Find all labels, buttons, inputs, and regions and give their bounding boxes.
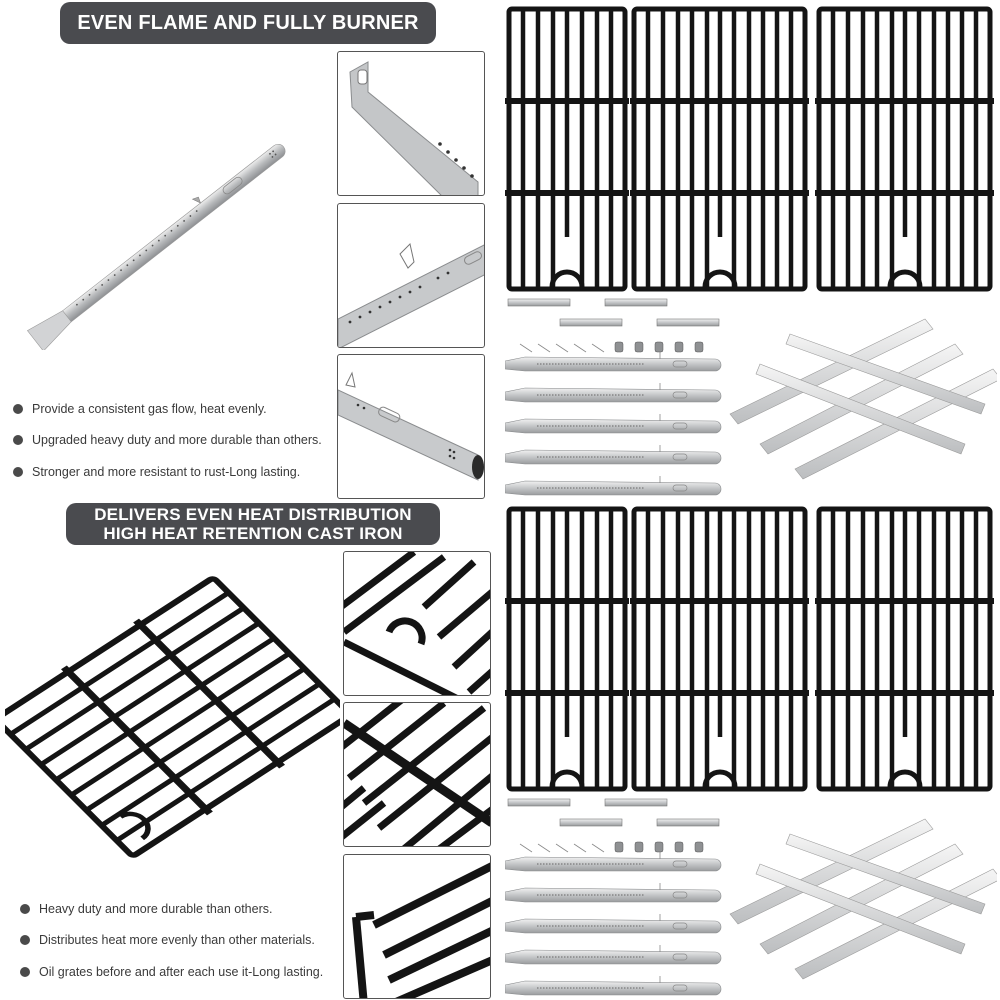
burner-closeup-end — [337, 354, 485, 499]
bullet-icon — [20, 935, 30, 945]
burner-tube-image — [10, 125, 325, 350]
burner-closeup-clip — [337, 203, 485, 348]
feature-text: Distributes heat more evenly than other materials. — [39, 933, 315, 948]
grate-feature-item — [20, 925, 323, 957]
grate-section-title — [66, 503, 440, 545]
feature-text: Heavy duty and more durable than others. — [39, 901, 273, 916]
burner-closeup-bracket — [337, 51, 485, 196]
bullet-icon — [20, 904, 30, 914]
bullet-icon — [20, 967, 30, 977]
bullet-icon — [13, 404, 23, 414]
feature-text: Oil grates before and after each use it-Long lasting. — [39, 964, 324, 979]
burner-feature-item — [13, 393, 322, 425]
grate-closeup-hole — [343, 551, 491, 696]
grate-feature-item — [20, 956, 323, 988]
cast-iron-grate-image — [5, 565, 340, 870]
feature-text: Stronger and more resistant to rust-Long lasting. — [32, 464, 301, 479]
grate-title-line2: HIGH HEAT RETENTION CAST IRON — [103, 524, 403, 543]
bullet-icon — [13, 435, 23, 445]
grate-feature-item — [20, 893, 323, 925]
bullet-icon — [13, 467, 23, 477]
feature-text: Upgraded heavy duty and more durable than others. — [32, 433, 322, 448]
burner-feature-list — [13, 393, 322, 488]
grate-closeup-crossbar — [343, 702, 491, 847]
burner-title-text: EVEN FLAME AND FULLY BURNER — [77, 11, 419, 34]
burner-feature-item — [13, 425, 322, 457]
feature-text: Provide a consistent gas flow, heat evenly. — [32, 401, 267, 416]
burner-section-title — [60, 2, 436, 44]
grate-feature-list — [20, 893, 323, 988]
burner-feature-item — [13, 456, 322, 488]
kit-image-top — [505, 4, 997, 496]
grate-title-line1: DELIVERS EVEN HEAT DISTRIBUTION — [94, 505, 412, 524]
grate-closeup-corner — [343, 854, 491, 999]
kit-image-bottom — [505, 504, 997, 996]
